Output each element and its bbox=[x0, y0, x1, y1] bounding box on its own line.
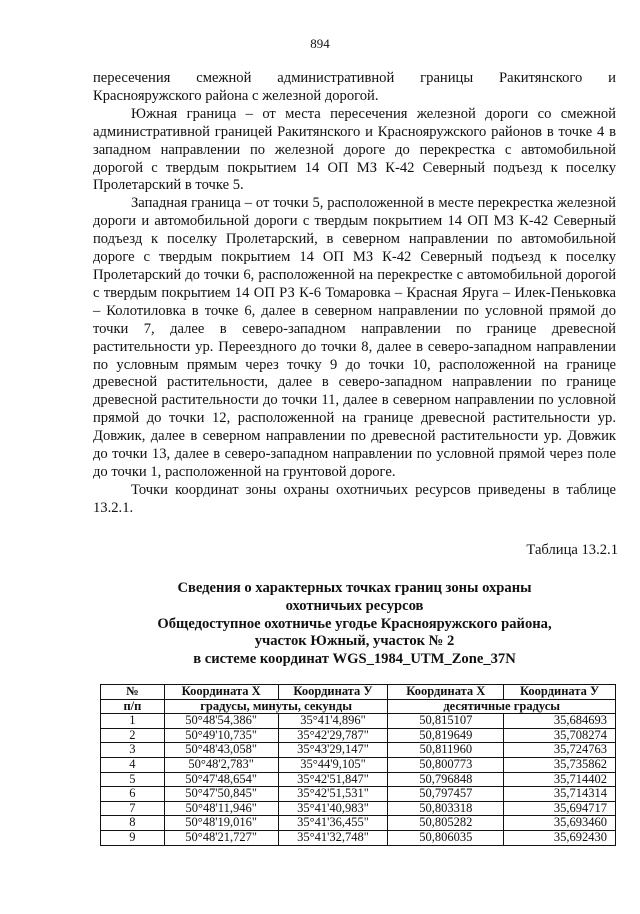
x-dec-cell: 50,805282 bbox=[388, 816, 504, 831]
row-number-cell: 9 bbox=[101, 830, 165, 845]
x-dec-cell: 50,815107 bbox=[388, 714, 504, 729]
y-dms-cell: 35°42'29,787" bbox=[278, 728, 388, 743]
y-dec-cell: 35,714402 bbox=[504, 772, 616, 787]
x-dms-cell: 50°48'21,727" bbox=[164, 830, 278, 845]
table-row bbox=[101, 772, 616, 787]
table-title-line: Общедоступное охотничье угодье Краснояружского района, bbox=[157, 615, 552, 632]
row-number-cell: 6 bbox=[101, 787, 165, 802]
row-number-cell: 3 bbox=[101, 743, 165, 758]
header-x-dms: Координата X bbox=[164, 685, 278, 700]
y-dec-cell: 35,724763 bbox=[504, 743, 616, 758]
y-dec-cell: 35,693460 bbox=[504, 816, 616, 831]
table-title-line: охотничьих ресурсов bbox=[285, 597, 424, 614]
table-row bbox=[101, 714, 616, 729]
table-row bbox=[101, 743, 616, 758]
y-dms-cell: 35°44'9,105" bbox=[278, 757, 388, 772]
table-label: Таблица 13.2.1 bbox=[526, 542, 618, 558]
x-dec-cell: 50,797457 bbox=[388, 787, 504, 802]
table-row bbox=[101, 728, 616, 743]
header-dms-unit: градусы, минуты, секунды bbox=[164, 699, 388, 714]
table-unit-row bbox=[101, 699, 616, 714]
y-dec-cell: 35,714314 bbox=[504, 787, 616, 802]
header-y-dec: Координата У bbox=[504, 685, 616, 700]
row-number-cell: 1 bbox=[101, 714, 165, 729]
x-dec-cell: 50,800773 bbox=[388, 757, 504, 772]
y-dec-cell: 35,708274 bbox=[504, 728, 616, 743]
y-dec-cell: 35,735862 bbox=[504, 757, 616, 772]
table-row bbox=[101, 757, 616, 772]
x-dms-cell: 50°48'11,946" bbox=[164, 801, 278, 816]
paragraph-western-border: Западная граница – от точки 5, расположенной в месте перекрестка железной дороги и автомобильной дороги с твердым покрытием 14 ОП МЗ К-42 Северный подъезд к поселку Пролетарский, в северном направлении по автомобильной дороге с твердым покрытием 14 ОП МЗ К-42 Северный подъезд к поселку Пролетарский до точки 6, расположенной на перекрестке с автомобильной дорогой с твердым покрытием 14 ОП РЗ К-6 Томаровка – Красная Яруга – Илек-Пеньковка – Колотиловка в точке 6, далее в северном направлении по условной прямой до точки 7, далее в северо-западном направлении по границе древесной растительности ур. Переездного до точки 8, далее в северо-западном направлении по условным прямым через точку 9 до точки 10, расположенной на границе древесной растительности, далее в северо-западном направлении по границе древесной растительности до точки 11, далее в северном направлении по условной прямой до точки 12, расположенной на границе древесной растительности ур. Довжик, далее в северном направлении по древесной растительности ур. Довжик до точки 13, далее в северо-западном направлении по условной прямой через поле до точки 1, расположенной на грунтовой дороге. bbox=[93, 195, 616, 480]
x-dec-cell: 50,811960 bbox=[388, 743, 504, 758]
y-dms-cell: 35°41'4,896" bbox=[278, 714, 388, 729]
x-dms-cell: 50°48'19,016" bbox=[164, 816, 278, 831]
table-row bbox=[101, 816, 616, 831]
page-number: 894 bbox=[310, 36, 330, 51]
y-dms-cell: 35°42'51,847" bbox=[278, 772, 388, 787]
coordinates-table bbox=[100, 684, 616, 846]
y-dms-cell: 35°43'29,147" bbox=[278, 743, 388, 758]
body-text bbox=[93, 70, 616, 518]
table-title-line: в системе координат WGS_1984_UTM_Zone_37N bbox=[193, 651, 516, 668]
header-x-dec: Координата X bbox=[388, 685, 504, 700]
y-dec-cell: 35,694717 bbox=[504, 801, 616, 816]
row-number-cell: 5 bbox=[101, 772, 165, 787]
table-title-line: участок Южный, участок № 2 bbox=[254, 633, 455, 650]
x-dms-cell: 50°47'50,845" bbox=[164, 787, 278, 802]
table-row bbox=[101, 801, 616, 816]
paragraph-southern-border: Южная граница – от места пересечения железной дороги со смежной административной границей Ракитянского и Краснояружского районов в точке 4 в западном направлении по железной дороге до перекрестка с автомобильной дорогой с твердым покрытием 14 ОП МЗ К-42 Северный подъезд к поселку Пролетарский в точке 5. bbox=[93, 105, 616, 194]
x-dms-cell: 50°47'48,654" bbox=[164, 772, 278, 787]
header-num-top: № bbox=[101, 685, 165, 700]
y-dms-cell: 35°41'36,455" bbox=[278, 816, 388, 831]
table-title bbox=[93, 580, 616, 669]
x-dms-cell: 50°49'10,735" bbox=[164, 728, 278, 743]
x-dec-cell: 50,796848 bbox=[388, 772, 504, 787]
y-dec-cell: 35,692430 bbox=[504, 830, 616, 845]
x-dec-cell: 50,803318 bbox=[388, 801, 504, 816]
y-dms-cell: 35°42'51,531" bbox=[278, 787, 388, 802]
header-num-bottom: п/п bbox=[101, 699, 165, 714]
y-dms-cell: 35°41'40,983" bbox=[278, 801, 388, 816]
x-dms-cell: 50°48'54,386" bbox=[164, 714, 278, 729]
y-dec-cell: 35,684693 bbox=[504, 714, 616, 729]
y-dms-cell: 35°41'32,748" bbox=[278, 830, 388, 845]
x-dec-cell: 50,819649 bbox=[388, 728, 504, 743]
x-dec-cell: 50,806035 bbox=[388, 830, 504, 845]
x-dms-cell: 50°48'43,058" bbox=[164, 743, 278, 758]
table-row bbox=[101, 830, 616, 845]
table-row bbox=[101, 787, 616, 802]
row-number-cell: 8 bbox=[101, 816, 165, 831]
row-number-cell: 2 bbox=[101, 728, 165, 743]
table-title-line: Сведения о характерных точках границ зоны охраны bbox=[177, 580, 532, 596]
header-y-dms: Координата У bbox=[278, 685, 388, 700]
header-dec-unit: десятичные градусы bbox=[388, 699, 616, 714]
paragraph-continuation: пересечения смежной административной границы Ракитянского и Краснояружского района с железной дорогой. bbox=[93, 70, 616, 104]
row-number-cell: 7 bbox=[101, 801, 165, 816]
row-number-cell: 4 bbox=[101, 757, 165, 772]
paragraph-table-reference: Точки координат зоны охраны охотничьих ресурсов приведены в таблице 13.2.1. bbox=[93, 481, 616, 516]
table-header-row bbox=[101, 685, 616, 700]
x-dms-cell: 50°48'2,783" bbox=[164, 757, 278, 772]
